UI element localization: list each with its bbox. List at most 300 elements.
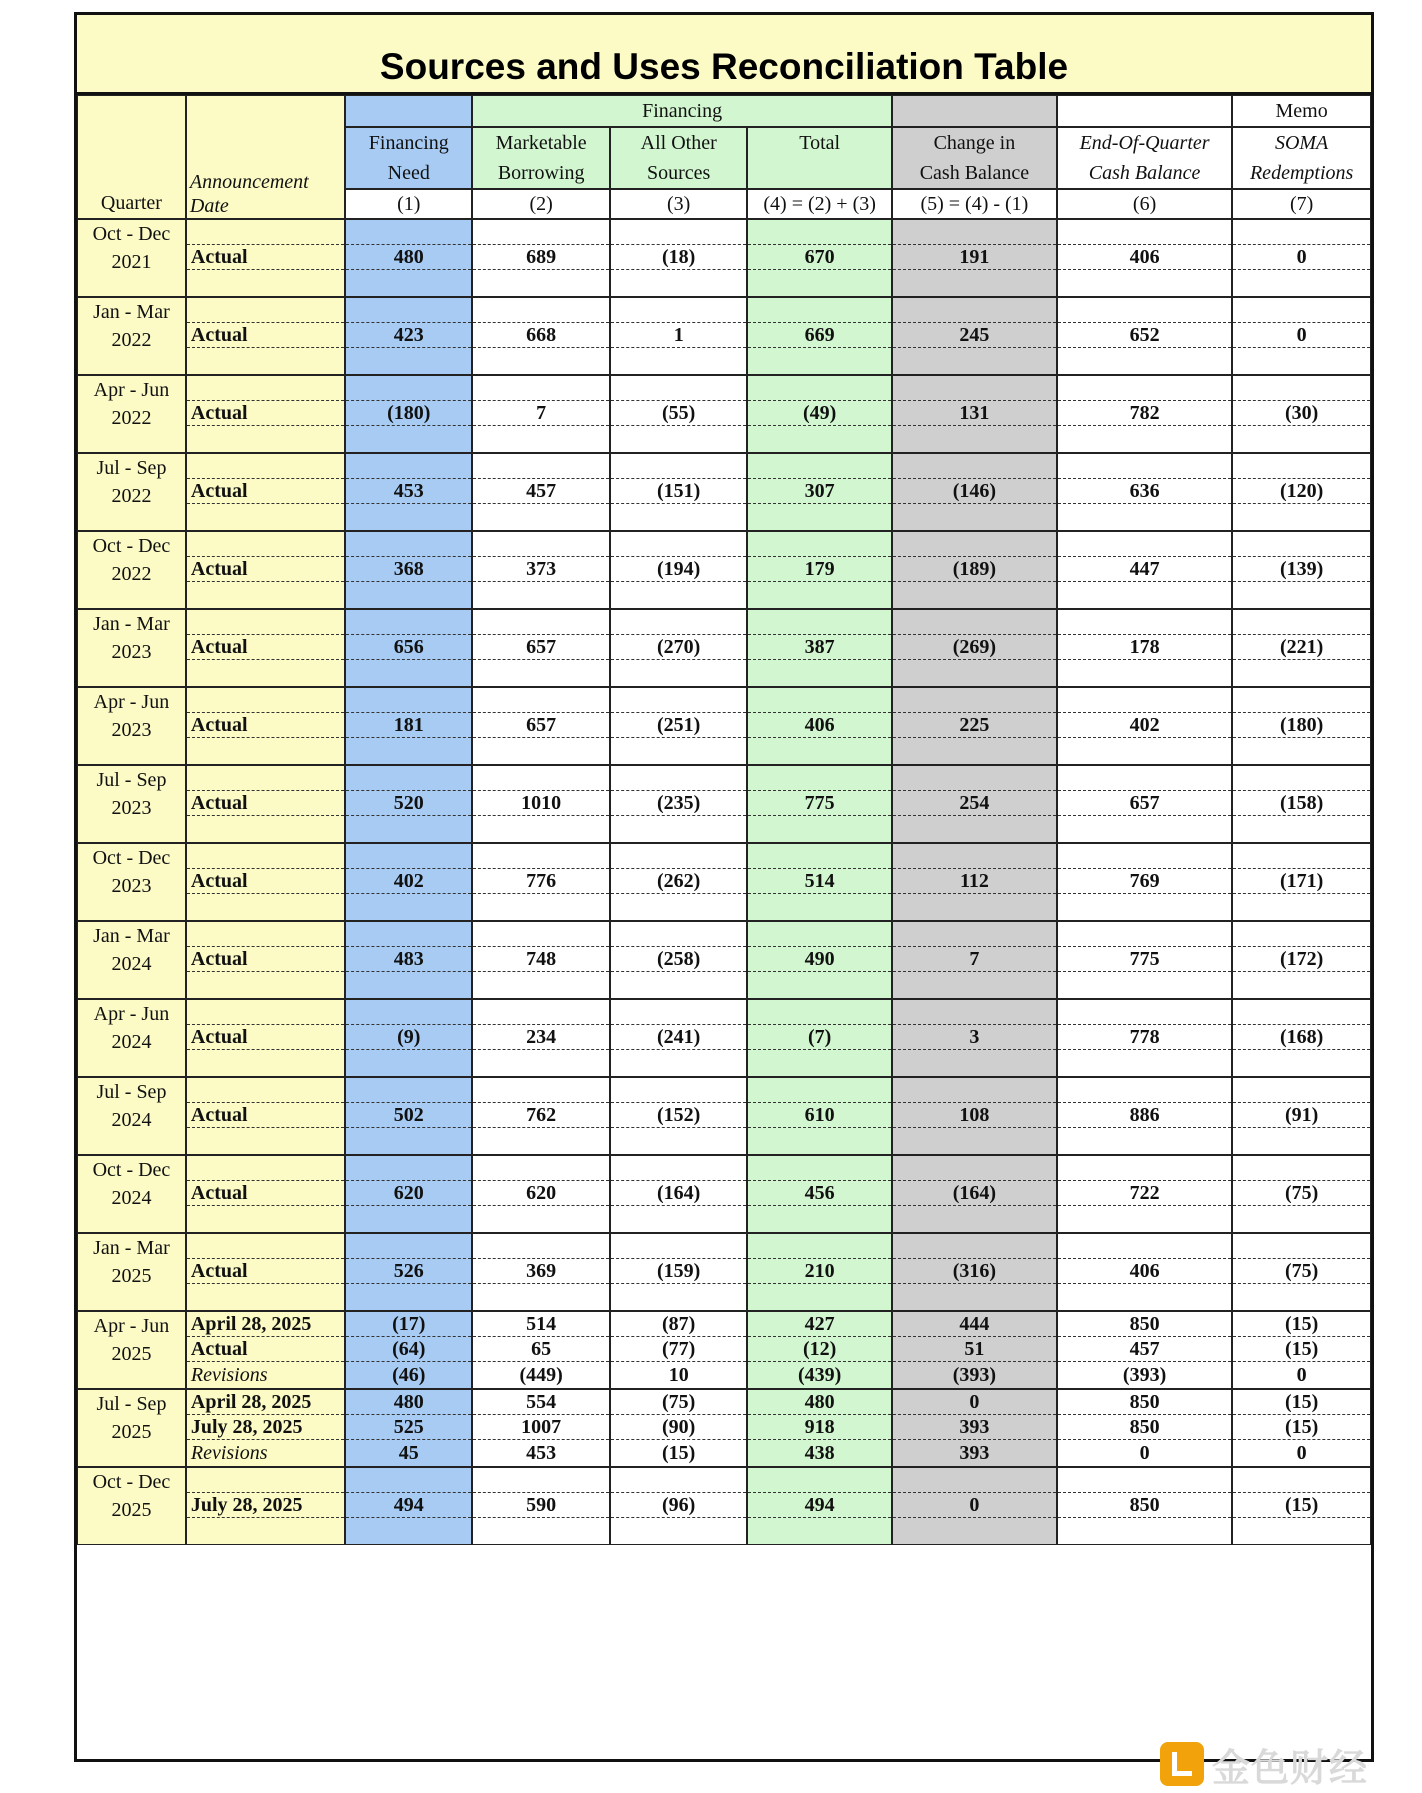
- cell-all-other-sources: (235): [611, 791, 747, 816]
- announcement-label: Actual: [187, 557, 344, 582]
- cell-change-in-cash: 444: [893, 1312, 1056, 1337]
- col-total: [747, 1467, 891, 1545]
- cell-change-in-cash: 108: [893, 1103, 1056, 1128]
- cell-all-other-sources: (164): [611, 1181, 747, 1206]
- announcement-cell: [186, 765, 345, 843]
- cell-change-in-cash: 51: [893, 1337, 1056, 1362]
- quarter-cell: Oct - Dec 2025: [77, 1467, 186, 1545]
- cell-end-of-quarter-cash: 406: [1058, 1259, 1231, 1284]
- cell-financing-need: 181: [346, 713, 471, 738]
- cell-end-of-quarter-cash: 782: [1058, 401, 1231, 426]
- cell-end-of-quarter-cash: 457: [1058, 1337, 1231, 1362]
- cell-financing-need: (64): [346, 1337, 471, 1362]
- table-row: [77, 453, 1371, 531]
- cell-total: 438: [804, 1442, 835, 1464]
- quarter-cell: Apr - Jun 2023: [77, 687, 186, 765]
- announcement-label: Actual: [187, 245, 344, 270]
- col-financing-need: [345, 531, 472, 609]
- quarter-cell: Apr - Jun 2022: [77, 375, 186, 453]
- col-marketable-borrowing: [472, 609, 610, 687]
- cell-total: 670: [748, 245, 890, 270]
- col-total: [747, 1311, 891, 1389]
- announcement-label: April 28, 2025: [187, 1390, 344, 1415]
- cell-marketable-borrowing: 453: [526, 1442, 557, 1464]
- col-soma-redemptions: [1232, 1389, 1371, 1467]
- cell-all-other-sources: 1: [611, 323, 747, 348]
- cell-end-of-quarter-cash: 850: [1058, 1415, 1231, 1440]
- cell-end-of-quarter-cash: 769: [1058, 869, 1231, 894]
- cell-financing-need: 423: [346, 323, 471, 348]
- header-col1: Financing Need: [345, 127, 472, 189]
- col-end-of-quarter-cash: [1057, 843, 1232, 921]
- col-change-in-cash: [892, 1155, 1057, 1233]
- col-financing-need: [345, 1467, 472, 1545]
- col-soma-redemptions: [1232, 1467, 1371, 1545]
- watermark: [1160, 1735, 1422, 1793]
- col-financing-need: [345, 297, 472, 375]
- cell-financing-need: 480: [346, 1390, 471, 1415]
- cell-end-of-quarter-cash: 636: [1058, 479, 1231, 504]
- col-soma-redemptions: [1232, 375, 1371, 453]
- cell-total: 456: [748, 1181, 890, 1206]
- col-soma-redemptions: [1232, 765, 1371, 843]
- cell-all-other-sources: (15): [662, 1442, 696, 1464]
- quarter-cell: Jul - Sep 2024: [77, 1077, 186, 1155]
- col-soma-redemptions: [1232, 1077, 1371, 1155]
- cell-marketable-borrowing: 1007: [473, 1415, 609, 1440]
- cell-change-in-cash: 112: [893, 869, 1056, 894]
- col-all-other-sources: [610, 453, 748, 531]
- cell-marketable-borrowing: 373: [473, 557, 609, 582]
- cell-marketable-borrowing: 668: [473, 323, 609, 348]
- cell-all-other-sources: (159): [611, 1259, 747, 1284]
- col-financing-need: [345, 843, 472, 921]
- col-change-in-cash: [892, 843, 1057, 921]
- col-soma-redemptions: [1232, 531, 1371, 609]
- cell-soma-redemptions: 0: [1296, 1442, 1307, 1464]
- col-end-of-quarter-cash: [1057, 531, 1232, 609]
- col-all-other-sources: [610, 1467, 748, 1545]
- col-soma-redemptions: [1232, 219, 1371, 297]
- cell-all-other-sources: (258): [611, 947, 747, 972]
- col-soma-redemptions: [1232, 999, 1371, 1077]
- cell-total: (49): [748, 401, 890, 426]
- col-end-of-quarter-cash: [1057, 1467, 1232, 1545]
- col-total: [747, 999, 891, 1077]
- cell-end-of-quarter-cash: 722: [1058, 1181, 1231, 1206]
- col-financing-need: [345, 1077, 472, 1155]
- cell-soma-redemptions: (171): [1233, 869, 1370, 894]
- quarter-cell: Oct - Dec 2023: [77, 843, 186, 921]
- cell-total: 307: [748, 479, 890, 504]
- cell-soma-redemptions: (168): [1233, 1025, 1370, 1050]
- cell-all-other-sources: (152): [611, 1103, 747, 1128]
- col-soma-redemptions: [1232, 1311, 1371, 1389]
- cell-total: 179: [748, 557, 890, 582]
- quarter-cell: Apr - Jun 2025: [77, 1311, 186, 1389]
- cell-marketable-borrowing: 657: [473, 635, 609, 660]
- announcement-label: July 28, 2025: [187, 1415, 344, 1440]
- quarter-cell: Jan - Mar 2024: [77, 921, 186, 999]
- table-row: [77, 765, 1371, 843]
- cell-end-of-quarter-cash: 447: [1058, 557, 1231, 582]
- col-soma-redemptions: [1232, 297, 1371, 375]
- table-row: [77, 999, 1371, 1077]
- announcement-cell: [186, 609, 345, 687]
- cell-total: 387: [748, 635, 890, 660]
- cell-soma-redemptions: (15): [1233, 1415, 1370, 1440]
- col-total: [747, 687, 891, 765]
- cell-soma-redemptions: (75): [1233, 1259, 1370, 1284]
- header-memo-group: Memo: [1232, 95, 1371, 127]
- cell-end-of-quarter-cash: 886: [1058, 1103, 1231, 1128]
- header-col2: Marketable Borrowing: [472, 127, 610, 189]
- cell-marketable-borrowing: 457: [473, 479, 609, 504]
- header-col5-number: (5) = (4) - (1): [892, 189, 1057, 219]
- header-col4-number: (4) = (2) + (3): [747, 189, 891, 219]
- col-change-in-cash: [892, 687, 1057, 765]
- announcement-label: Actual: [187, 635, 344, 660]
- col-all-other-sources: [610, 609, 748, 687]
- announcement-cell: [186, 297, 345, 375]
- announcement-label: Actual: [187, 947, 344, 972]
- col-marketable-borrowing: [472, 843, 610, 921]
- col-soma-redemptions: [1232, 453, 1371, 531]
- announcement-label: Actual: [187, 479, 344, 504]
- quarter-cell: Jul - Sep 2022: [77, 453, 186, 531]
- col-all-other-sources: [610, 1389, 748, 1467]
- cell-soma-redemptions: (15): [1233, 1493, 1370, 1518]
- announcement-label: April 28, 2025: [187, 1312, 344, 1337]
- cell-total: 490: [748, 947, 890, 972]
- table-row: [77, 687, 1371, 765]
- cell-change-in-cash: 393: [959, 1442, 990, 1464]
- cell-change-in-cash: 7: [893, 947, 1056, 972]
- col-all-other-sources: [610, 375, 748, 453]
- cell-financing-need: (46): [392, 1364, 426, 1386]
- header-col7: SOMA Redemptions: [1232, 127, 1371, 189]
- announcement-cell: [186, 1467, 345, 1545]
- cell-financing-need: 525: [346, 1415, 471, 1440]
- col-end-of-quarter-cash: [1057, 1077, 1232, 1155]
- col-change-in-cash: [892, 1233, 1057, 1311]
- col-end-of-quarter-cash: [1057, 1389, 1232, 1467]
- cell-total: 514: [748, 869, 890, 894]
- col-financing-need: [345, 999, 472, 1077]
- header-announcement-date: Announcement Date: [186, 95, 345, 219]
- col-change-in-cash: [892, 921, 1057, 999]
- table-row: [77, 1077, 1371, 1155]
- cell-change-in-cash: 245: [893, 323, 1056, 348]
- header-col3-number: (3): [610, 189, 748, 219]
- cell-end-of-quarter-cash: 178: [1058, 635, 1231, 660]
- col-financing-need: [345, 687, 472, 765]
- header-financing-group: Financing: [472, 95, 891, 127]
- cell-marketable-borrowing: (449): [519, 1364, 563, 1386]
- col-change-in-cash: [892, 1467, 1057, 1545]
- cell-financing-need: 45: [398, 1442, 419, 1464]
- header-blank-chg: [892, 95, 1057, 127]
- quarter-cell: Jan - Mar 2023: [77, 609, 186, 687]
- announcement-cell: [186, 999, 345, 1077]
- col-end-of-quarter-cash: [1057, 609, 1232, 687]
- announcement-cell: [186, 1233, 345, 1311]
- announcement-label: Actual: [187, 713, 344, 738]
- cell-marketable-borrowing: 689: [473, 245, 609, 270]
- col-marketable-borrowing: [472, 765, 610, 843]
- announcement-cell: [186, 687, 345, 765]
- col-soma-redemptions: [1232, 609, 1371, 687]
- col-end-of-quarter-cash: [1057, 765, 1232, 843]
- col-change-in-cash: [892, 531, 1057, 609]
- table-row: [77, 531, 1371, 609]
- cell-soma-redemptions: (172): [1233, 947, 1370, 972]
- announcement-label: July 28, 2025: [187, 1493, 344, 1518]
- col-financing-need: [345, 765, 472, 843]
- cell-soma-redemptions: (180): [1233, 713, 1370, 738]
- cell-financing-need: 494: [346, 1493, 471, 1518]
- title-bar: [77, 15, 1371, 95]
- announcement-cell: [186, 1077, 345, 1155]
- cell-marketable-borrowing: 762: [473, 1103, 609, 1128]
- cell-all-other-sources: (270): [611, 635, 747, 660]
- cell-change-in-cash: 393: [893, 1415, 1056, 1440]
- cell-soma-redemptions: (30): [1233, 401, 1370, 426]
- cell-marketable-borrowing: 369: [473, 1259, 609, 1284]
- cell-all-other-sources: (87): [611, 1312, 747, 1337]
- col-marketable-borrowing: [472, 375, 610, 453]
- cell-change-in-cash: (269): [893, 635, 1056, 660]
- cell-change-in-cash: 3: [893, 1025, 1056, 1050]
- cell-change-in-cash: (146): [893, 479, 1056, 504]
- cell-marketable-borrowing: 748: [473, 947, 609, 972]
- table-row-revision: [77, 1311, 1371, 1389]
- announcement-label: Actual: [187, 1181, 344, 1206]
- cell-total: (12): [748, 1337, 890, 1362]
- reconciliation-table: [77, 95, 1371, 1545]
- table-row: [77, 921, 1371, 999]
- cell-end-of-quarter-cash: 657: [1058, 791, 1231, 816]
- cell-total: 406: [748, 713, 890, 738]
- cell-marketable-borrowing: 65: [473, 1337, 609, 1362]
- col-all-other-sources: [610, 1233, 748, 1311]
- announcement-label: Revisions: [190, 1364, 268, 1386]
- col-soma-redemptions: [1232, 687, 1371, 765]
- col-soma-redemptions: [1232, 843, 1371, 921]
- col-total: [747, 1389, 891, 1467]
- col-financing-need: [345, 1233, 472, 1311]
- col-end-of-quarter-cash: [1057, 453, 1232, 531]
- cell-end-of-quarter-cash: 775: [1058, 947, 1231, 972]
- col-total: [747, 453, 891, 531]
- announcement-cell: [186, 843, 345, 921]
- cell-soma-redemptions: (15): [1233, 1390, 1370, 1415]
- col-total: [747, 531, 891, 609]
- cell-total: (7): [748, 1025, 890, 1050]
- announcement-cell: [186, 375, 345, 453]
- cell-all-other-sources: (75): [611, 1390, 747, 1415]
- cell-financing-need: 402: [346, 869, 471, 894]
- header-blank-eoq: [1057, 95, 1232, 127]
- col-marketable-borrowing: [472, 531, 610, 609]
- cell-all-other-sources: 10: [668, 1364, 689, 1386]
- announcement-label: Actual: [187, 1103, 344, 1128]
- announcement-cell: [186, 531, 345, 609]
- cell-financing-need: (17): [346, 1312, 471, 1337]
- cell-all-other-sources: (241): [611, 1025, 747, 1050]
- table-row: [77, 375, 1371, 453]
- cell-end-of-quarter-cash: 402: [1058, 713, 1231, 738]
- header-quarter: Quarter: [77, 95, 186, 219]
- col-financing-need: [345, 219, 472, 297]
- table-row: [77, 1155, 1371, 1233]
- announcement-label: Actual: [187, 869, 344, 894]
- col-financing-need: [345, 921, 472, 999]
- col-all-other-sources: [610, 921, 748, 999]
- col-end-of-quarter-cash: [1057, 999, 1232, 1077]
- cell-change-in-cash: (393): [952, 1364, 997, 1386]
- cell-total: 610: [748, 1103, 890, 1128]
- announcement-label: Actual: [187, 791, 344, 816]
- announcement-label: Actual: [187, 1337, 344, 1362]
- cell-soma-redemptions: (91): [1233, 1103, 1370, 1128]
- cell-soma-redemptions: (15): [1233, 1337, 1370, 1362]
- col-financing-need: [345, 1311, 472, 1389]
- cell-end-of-quarter-cash: 778: [1058, 1025, 1231, 1050]
- cell-total: 918: [748, 1415, 890, 1440]
- col-end-of-quarter-cash: [1057, 921, 1232, 999]
- quarter-cell: Jul - Sep 2023: [77, 765, 186, 843]
- table-row: [77, 843, 1371, 921]
- cell-all-other-sources: (90): [611, 1415, 747, 1440]
- col-financing-need: [345, 1155, 472, 1233]
- cell-total: 669: [748, 323, 890, 348]
- cell-total: (439): [798, 1364, 842, 1386]
- cell-financing-need: (180): [346, 401, 471, 426]
- announcement-label: Actual: [187, 1025, 344, 1050]
- col-change-in-cash: [892, 765, 1057, 843]
- col-change-in-cash: [892, 453, 1057, 531]
- col-change-in-cash: [892, 219, 1057, 297]
- cell-soma-redemptions: 0: [1233, 245, 1370, 270]
- cell-change-in-cash: (164): [893, 1181, 1056, 1206]
- col-all-other-sources: [610, 219, 748, 297]
- cell-end-of-quarter-cash: 406: [1058, 245, 1231, 270]
- cell-all-other-sources: (151): [611, 479, 747, 504]
- col-change-in-cash: [892, 297, 1057, 375]
- quarter-cell: Jan - Mar 2025: [77, 1233, 186, 1311]
- cell-all-other-sources: (194): [611, 557, 747, 582]
- cell-financing-need: (9): [346, 1025, 471, 1050]
- col-change-in-cash: [892, 375, 1057, 453]
- quarter-cell: Apr - Jun 2024: [77, 999, 186, 1077]
- cell-marketable-borrowing: 657: [473, 713, 609, 738]
- cell-financing-need: 520: [346, 791, 471, 816]
- cell-change-in-cash: 225: [893, 713, 1056, 738]
- header-col6-number: (6): [1057, 189, 1232, 219]
- cell-total: 480: [748, 1390, 890, 1415]
- cell-soma-redemptions: (221): [1233, 635, 1370, 660]
- col-marketable-borrowing: [472, 453, 610, 531]
- announcement-cell: [186, 921, 345, 999]
- col-soma-redemptions: [1232, 1233, 1371, 1311]
- col-marketable-borrowing: [472, 1077, 610, 1155]
- col-marketable-borrowing: [472, 687, 610, 765]
- cell-financing-need: 620: [346, 1181, 471, 1206]
- col-marketable-borrowing: [472, 1389, 610, 1467]
- table-row: [77, 609, 1371, 687]
- cell-total: 775: [748, 791, 890, 816]
- col-total: [747, 765, 891, 843]
- col-financing-need: [345, 453, 472, 531]
- table-row: [77, 297, 1371, 375]
- header-col1-number: (1): [345, 189, 472, 219]
- cell-change-in-cash: 0: [893, 1493, 1056, 1518]
- cell-soma-redemptions: (139): [1233, 557, 1370, 582]
- cell-end-of-quarter-cash: 850: [1058, 1390, 1231, 1415]
- cell-all-other-sources: (77): [611, 1337, 747, 1362]
- col-all-other-sources: [610, 1155, 748, 1233]
- cell-soma-redemptions: (15): [1233, 1312, 1370, 1337]
- col-financing-need: [345, 1389, 472, 1467]
- table-row: [77, 1467, 1371, 1545]
- col-soma-redemptions: [1232, 921, 1371, 999]
- cell-financing-need: 368: [346, 557, 471, 582]
- cell-change-in-cash: (189): [893, 557, 1056, 582]
- table-title: Sources and Uses Reconciliation Table: [379, 46, 1069, 87]
- col-total: [747, 609, 891, 687]
- announcement-label: Actual: [187, 323, 344, 348]
- announcement-cell: [186, 1311, 345, 1389]
- header-col4: Total: [747, 127, 891, 189]
- watermark-text: 金色财经: [1212, 1745, 1369, 1790]
- cell-change-in-cash: 191: [893, 245, 1056, 270]
- col-total: [747, 297, 891, 375]
- cell-total: 210: [748, 1259, 890, 1284]
- col-marketable-borrowing: [472, 921, 610, 999]
- cell-soma-redemptions: (120): [1233, 479, 1370, 504]
- col-end-of-quarter-cash: [1057, 297, 1232, 375]
- cell-all-other-sources: (55): [611, 401, 747, 426]
- header-blank-fn: [345, 95, 472, 127]
- cell-soma-redemptions: 0: [1296, 1364, 1307, 1386]
- announcement-cell: [186, 219, 345, 297]
- col-all-other-sources: [610, 1077, 748, 1155]
- table-row: [77, 219, 1371, 297]
- cell-marketable-borrowing: 590: [473, 1493, 609, 1518]
- announcement-label: Revisions: [190, 1442, 268, 1464]
- cell-change-in-cash: (316): [893, 1259, 1056, 1284]
- col-all-other-sources: [610, 531, 748, 609]
- watermark-logo-icon: [1160, 1742, 1204, 1786]
- col-financing-need: [345, 609, 472, 687]
- col-total: [747, 375, 891, 453]
- col-marketable-borrowing: [472, 1311, 610, 1389]
- cell-marketable-borrowing: 234: [473, 1025, 609, 1050]
- table-row-revision: [77, 1389, 1371, 1467]
- col-total: [747, 1233, 891, 1311]
- col-change-in-cash: [892, 1311, 1057, 1389]
- announcement-cell: [186, 1389, 345, 1467]
- col-marketable-borrowing: [472, 1155, 610, 1233]
- cell-all-other-sources: (262): [611, 869, 747, 894]
- header-col5: Change in Cash Balance: [892, 127, 1057, 189]
- cell-financing-need: 656: [346, 635, 471, 660]
- header-col3: All Other Sources: [610, 127, 748, 189]
- col-change-in-cash: [892, 999, 1057, 1077]
- quarter-cell: Oct - Dec 2022: [77, 531, 186, 609]
- cell-financing-need: 483: [346, 947, 471, 972]
